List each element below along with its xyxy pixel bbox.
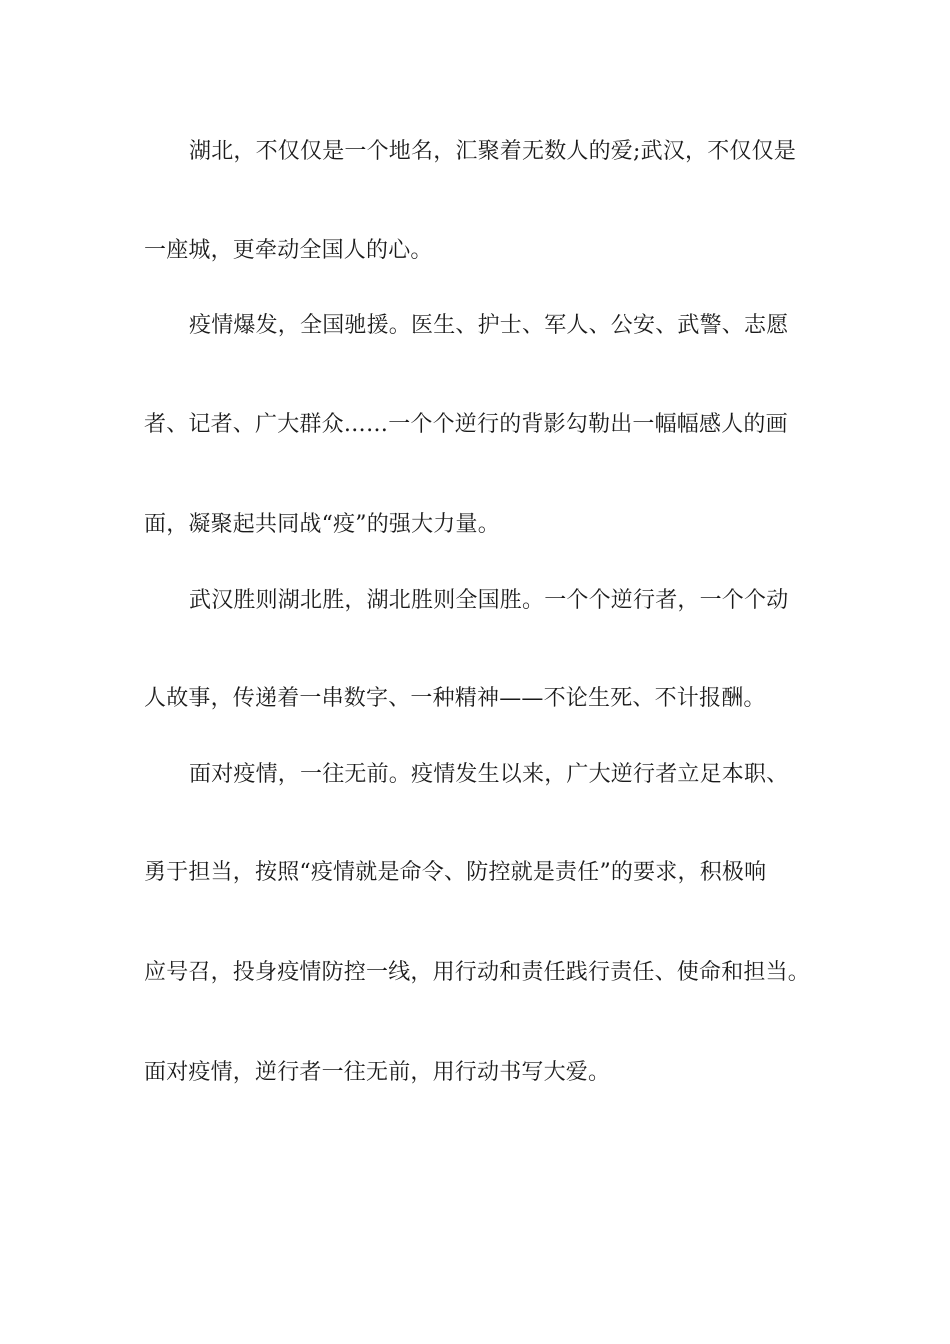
paragraph-2-line-1: 疫情爆发，全国驰援。医生、护士、军人、公安、武警、志愿 — [189, 313, 789, 338]
paragraph-3-line-2: 人故事，传递着一串数字、一种精神——不论生死、不计报酬。 — [144, 686, 766, 711]
paragraph-1-line-1: 湖北，不仅仅是一个地名，汇聚着无数人的爱;武汉，不仅仅是 — [189, 139, 797, 164]
paragraph-4-line-3: 应号召，投身疫情防控一线，用行动和责任践行责任、使命和担当。 — [144, 960, 811, 985]
paragraph-2-line-3: 面，凝聚起共同战“疫”的强大力量。 — [144, 512, 500, 537]
paragraph-2-line-2: 者、记者、广大群众……一个个逆行的背影勾勒出一幅幅感人的画 — [144, 412, 788, 437]
paragraph-4-line-1: 面对疫情，一往无前。疫情发生以来，广大逆行者立足本职、 — [189, 762, 789, 787]
paragraph-1-line-2: 一座城，更牵动全国人的心。 — [144, 238, 433, 263]
paragraph-3-line-1: 武汉胜则湖北胜，湖北胜则全国胜。一个个逆行者，一个个动 — [189, 588, 789, 613]
paragraph-4-line-2: 勇于担当，按照“疫情就是命令、防控就是责任”的要求，积极响 — [144, 860, 767, 885]
paragraph-4-line-4: 面对疫情，逆行者一往无前，用行动书写大爱。 — [144, 1060, 611, 1085]
